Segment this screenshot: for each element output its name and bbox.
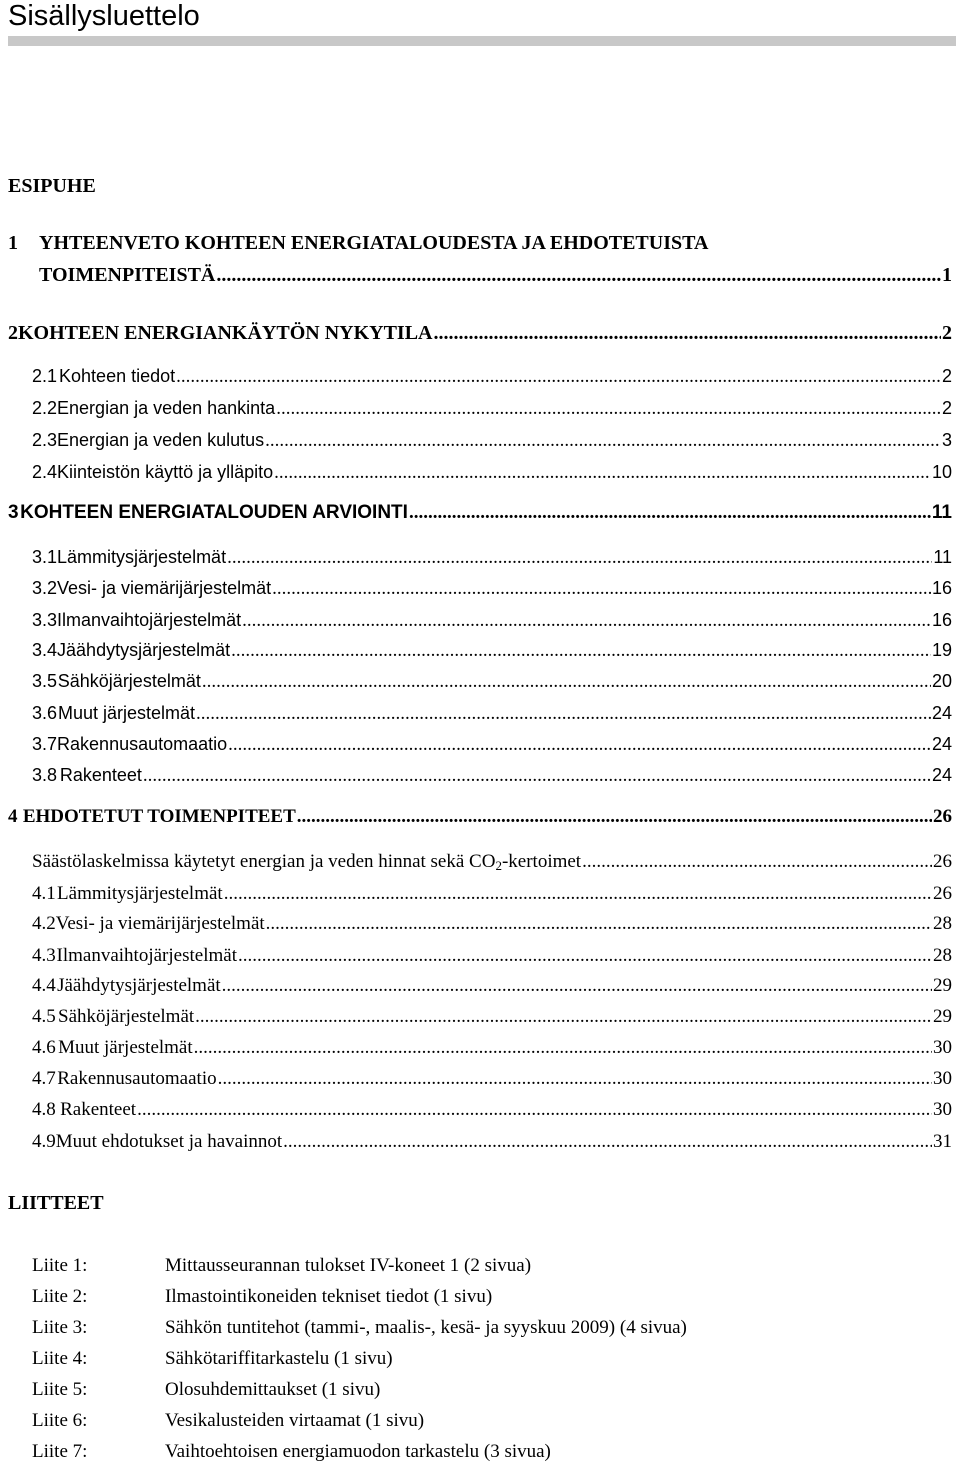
toc-section-number: 4.5	[32, 1006, 56, 1027]
toc-section-title: Vesi- ja viemärijärjestelmät	[55, 913, 265, 934]
toc-section-page: 16	[931, 610, 952, 630]
toc-section-title: Jäähdytysjärjestelmät	[57, 640, 231, 660]
attachment-label: Liite 6:	[32, 1410, 88, 1431]
toc-leader	[272, 578, 931, 600]
toc-section-page: 29	[933, 1006, 952, 1027]
toc-leader	[242, 610, 931, 632]
attachment-title[interactable]: Mittausseurannan tulokset IV-koneet 1 (2 sivua)	[165, 1255, 532, 1276]
toc-section-entry[interactable]	[32, 398, 952, 422]
toc-section-number: 4.7	[32, 1068, 56, 1089]
toc-leader	[224, 883, 932, 905]
toc-section-page: 24	[931, 765, 952, 785]
attachments-heading: LIITTEET	[8, 1192, 104, 1214]
toc-section-entry[interactable]	[32, 1006, 952, 1030]
toc-section-number: 3.1	[32, 547, 58, 567]
toc-section-entry[interactable]	[32, 1068, 952, 1092]
toc-savings-title-part2: -kertoimet	[501, 851, 582, 872]
toc-section-page: 16	[931, 578, 952, 598]
toc-chapter-2[interactable]	[8, 322, 952, 346]
toc-leader	[195, 1006, 932, 1028]
toc-section-title: Muut järjestelmät	[58, 1037, 193, 1058]
toc-leader	[216, 264, 941, 287]
toc-section-number: 4.4	[32, 975, 56, 996]
toc-section-title: Sähköjärjestelmät	[57, 671, 201, 691]
toc-section-number: 3.3	[32, 610, 58, 630]
toc-section-page: 20	[931, 671, 952, 691]
toc-leader	[196, 703, 931, 725]
attachment-title[interactable]: Sähkötariffitarkastelu (1 sivu)	[165, 1348, 393, 1369]
toc-section-number: 3.2	[32, 578, 58, 598]
toc-chapter-3-number: 3	[8, 502, 19, 523]
toc-chapter-3-title: KOHTEEN ENERGIATALOUDEN ARVIOINTI	[20, 502, 408, 523]
toc-section-title: Lämmitysjärjestelmät	[57, 883, 223, 904]
toc-section-entry[interactable]	[32, 975, 952, 999]
toc-leader	[265, 430, 941, 452]
toc-section-number: 4.6	[32, 1037, 56, 1058]
toc-chapter-1-title-line1: YHTEENVETO KOHTEEN ENERGIATALOUDESTA JA EHDOTETUISTA	[39, 232, 709, 254]
toc-savings-entry[interactable]	[32, 851, 952, 875]
toc-leader	[228, 734, 931, 756]
toc-section-entry[interactable]	[32, 945, 952, 969]
toc-section-entry[interactable]	[32, 765, 952, 789]
toc-section-title: Energian ja veden hankinta	[57, 398, 276, 418]
toc-section-title: Lämmitysjärjestelmät	[57, 547, 227, 567]
toc-section-title: Kiinteistön käyttö ja ylläpito	[57, 462, 274, 482]
toc-leader	[218, 1068, 932, 1090]
toc-section-page: 28	[933, 945, 952, 966]
attachment-label: Liite 3:	[32, 1317, 88, 1338]
toc-section-title: Energian ja veden kulutus	[57, 430, 265, 450]
toc-section-page: 24	[931, 734, 952, 754]
toc-chapter-3-page: 11	[931, 502, 952, 523]
toc-section-title: Ilmanvaihtojärjestelmät	[56, 945, 237, 966]
toc-section-page: 3	[941, 430, 952, 450]
toc-section-number: 2.2	[32, 398, 58, 418]
toc-section-page: 19	[931, 640, 952, 660]
toc-chapter-1-page: 1	[942, 264, 952, 286]
toc-chapter-2-number: 2	[8, 322, 18, 344]
toc-savings-title-part1: Säästölaskelmissa käytetyt energian ja veden hinnat sekä CO	[32, 851, 496, 872]
toc-leader	[231, 640, 931, 662]
toc-section-page: 30	[933, 1068, 952, 1089]
toc-leader	[266, 913, 932, 935]
toc-section-entry[interactable]	[32, 883, 952, 907]
toc-leader	[227, 547, 932, 569]
toc-section-number: 3.6	[32, 703, 58, 723]
toc-preface[interactable]: ESIPUHE	[8, 175, 96, 197]
attachment-label: Liite 7:	[32, 1441, 88, 1462]
toc-chapter-1-number: 1	[8, 232, 18, 254]
toc-section-entry[interactable]	[32, 366, 952, 390]
toc-leader	[274, 462, 931, 484]
toc-section-page: 31	[933, 1131, 952, 1152]
attachment-title[interactable]: Ilmastointikoneiden tekniset tiedot (1 sivu)	[165, 1286, 493, 1307]
attachment-title[interactable]: Sähkön tuntitehot (tammi-, maalis-, kesä- ja syyskuu 2009) (4 sivua)	[165, 1317, 687, 1338]
attachment-title[interactable]: Vaihtoehtoisen energiamuodon tarkastelu (3 sivua)	[165, 1441, 551, 1462]
toc-section-page: 11	[933, 547, 952, 567]
toc-chapter-2-page: 2	[942, 322, 952, 344]
toc-section-number: 3.4	[32, 640, 58, 660]
toc-section-number: 3.5	[32, 671, 58, 691]
toc-savings-subscript: 2	[495, 858, 502, 873]
toc-leader	[434, 322, 941, 345]
toc-section-title: Muut ehdotukset ja havainnot	[55, 1131, 283, 1152]
toc-section-number: 2.1	[32, 366, 58, 386]
toc-section-entry[interactable]	[32, 430, 952, 454]
toc-section-entry[interactable]	[32, 1131, 952, 1155]
attachment-label: Liite 1:	[32, 1255, 88, 1276]
toc-chapter-4-title: EHDOTETUT TOIMENPITEET	[22, 806, 296, 827]
toc-section-page: 29	[933, 975, 952, 996]
toc-leader	[137, 1099, 932, 1121]
toc-section-entry[interactable]	[32, 734, 952, 758]
toc-section-number: 3.8	[32, 765, 58, 785]
toc-section-entry[interactable]	[32, 547, 952, 571]
attachment-title[interactable]: Olosuhdemittaukset (1 sivu)	[165, 1379, 381, 1400]
toc-section-number: 4.3	[32, 945, 56, 966]
toc-section-number: 4.8	[32, 1099, 56, 1120]
toc-section-entry[interactable]	[32, 913, 952, 937]
toc-section-page: 30	[933, 1099, 952, 1120]
toc-section-title: Vesi- ja viemärijärjestelmät	[57, 578, 272, 598]
toc-section-title: Rakenteet	[59, 765, 142, 785]
toc-leader	[194, 1037, 932, 1059]
toc-section-title: Kohteen tiedot	[59, 366, 176, 386]
toc-chapter-4-page: 26	[933, 806, 952, 827]
toc-chapter-4[interactable]	[8, 806, 952, 830]
attachment-title[interactable]: Vesikalusteiden virtaamat (1 sivu)	[165, 1410, 425, 1431]
toc-section-title: Rakennusautomaatio	[57, 1068, 217, 1089]
toc-chapter-1-line2[interactable]	[39, 264, 952, 288]
toc-leader	[176, 366, 941, 388]
toc-section-page: 2	[941, 398, 952, 418]
toc-leader	[238, 945, 932, 967]
toc-leader	[297, 806, 932, 828]
toc-section-number: 3.7	[32, 734, 58, 754]
toc-chapter-2-title: KOHTEEN ENERGIANKÄYTÖN NYKYTILA	[18, 322, 433, 344]
toc-section-number: 4.1	[32, 883, 56, 904]
toc-savings-page: 26	[933, 851, 952, 872]
toc-chapter-4-number: 4	[8, 806, 18, 827]
toc-section-title: Muut järjestelmät	[57, 703, 196, 723]
toc-leader	[283, 1131, 932, 1153]
toc-leader	[276, 398, 941, 420]
title-rule	[8, 36, 956, 46]
toc-chapter-1-title-line2: TOIMENPITEISTÄ	[39, 264, 216, 286]
toc-section-page: 24	[931, 703, 952, 723]
toc-section-number: 4.9	[32, 1131, 56, 1152]
toc-leader	[582, 851, 932, 873]
toc-chapter-1-line1[interactable]	[8, 232, 708, 255]
toc-section-entry[interactable]	[32, 703, 952, 727]
toc-leader	[143, 765, 931, 787]
toc-section-entry[interactable]	[32, 1037, 952, 1061]
toc-section-number: 2.4	[32, 462, 58, 482]
toc-leader	[202, 671, 931, 693]
toc-section-page: 2	[941, 366, 952, 386]
toc-section-entry[interactable]	[32, 610, 952, 634]
toc-section-title: Rakenteet	[60, 1099, 137, 1120]
toc-section-entry[interactable]	[32, 671, 952, 695]
toc-leader	[409, 502, 931, 524]
toc-section-entry[interactable]	[32, 1099, 952, 1123]
toc-section-title: Jäähdytysjärjestelmät	[57, 975, 221, 996]
toc-section-entry[interactable]	[32, 578, 952, 602]
toc-section-number: 2.3	[32, 430, 58, 450]
attachment-label: Liite 2:	[32, 1286, 88, 1307]
attachment-label: Liite 5:	[32, 1379, 88, 1400]
toc-savings-title	[32, 851, 581, 873]
toc-section-title: Rakennusautomaatio	[57, 734, 228, 754]
toc-section-entry[interactable]	[32, 462, 952, 486]
toc-leader	[222, 975, 932, 997]
toc-section-title: Sähköjärjestelmät	[58, 1006, 195, 1027]
toc-section-page: 26	[933, 883, 952, 904]
toc-chapter-3[interactable]	[8, 502, 952, 526]
toc-section-title: Ilmanvaihtojärjestelmät	[57, 610, 242, 630]
toc-section-page: 10	[931, 462, 952, 482]
page-title: Sisällysluettelo	[8, 0, 200, 32]
toc-section-page: 30	[933, 1037, 952, 1058]
toc-section-number: 4.2	[32, 913, 56, 934]
toc-section-entry[interactable]	[32, 640, 952, 664]
attachment-label: Liite 4:	[32, 1348, 88, 1369]
toc-section-page: 28	[933, 913, 952, 934]
